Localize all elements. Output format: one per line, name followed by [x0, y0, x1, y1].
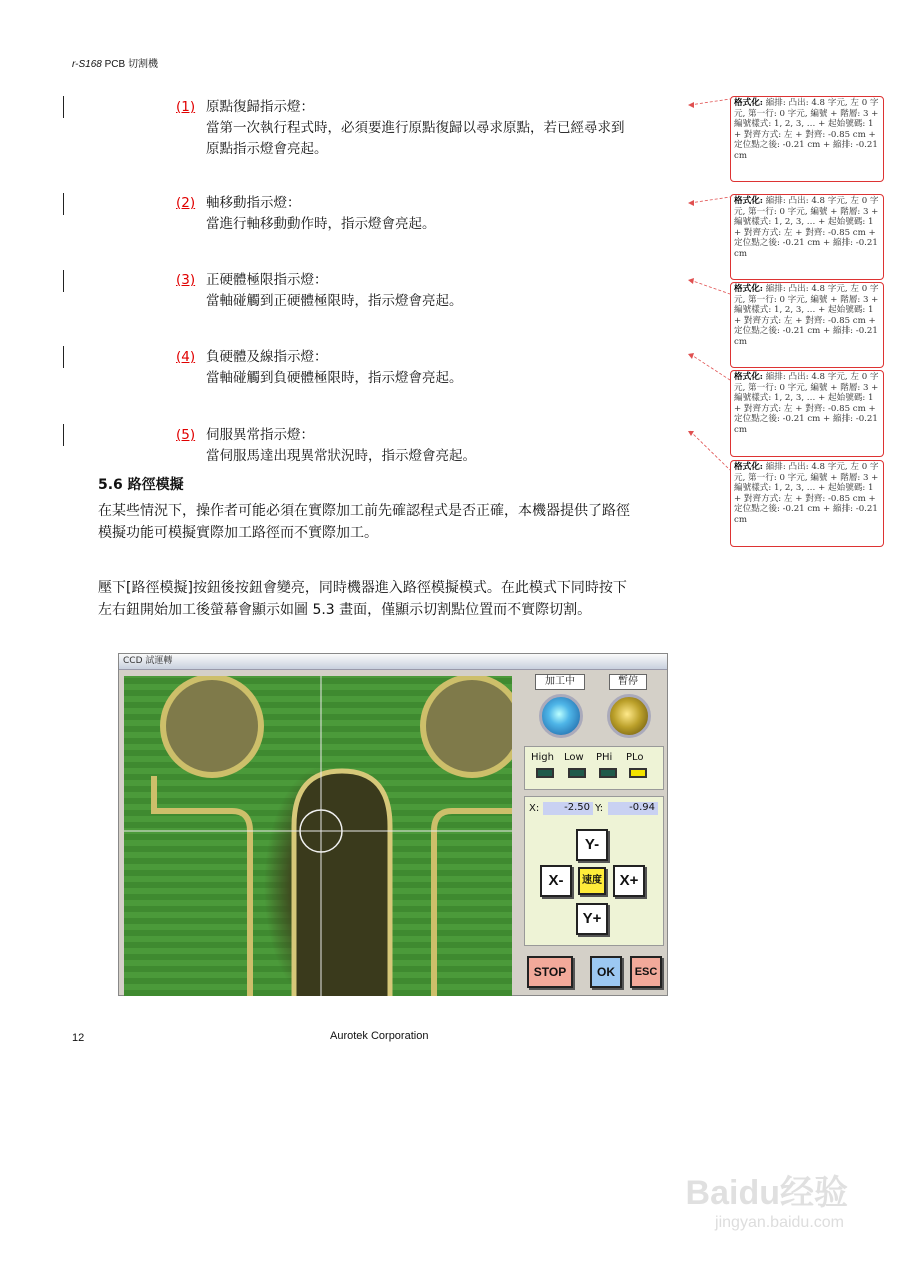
watermark-url: jingyan.baidu.com: [715, 1214, 844, 1231]
led-phi: [599, 768, 617, 778]
x-position-field: -2.50: [543, 802, 593, 815]
pause-lamp: [607, 694, 651, 738]
format-comment: [730, 370, 884, 457]
y-minus-button[interactable]: Y-: [576, 829, 608, 861]
led-label-plo: PLo: [626, 752, 644, 763]
item-line: 當軸碰觸到負硬體極限時，指示燈會亮起。: [206, 370, 463, 386]
section-heading: 5.6 路徑模擬: [98, 477, 184, 493]
led-low: [568, 768, 586, 778]
lamp-label-processing: 加工中: [535, 674, 585, 690]
comment-text: 縮排: 凸出: 4.8 字元, 左 0 字元, 第一行: 0 字元, 編號 + 階層: 3 + 編號樣式: 1, 2, 3, … + 起始號碼: 1 + 對齊方式: 左 + 對齊: -0.85 cm + 定位點之後: -0.21 cm + 縮排: -0.21 cm: [734, 284, 879, 347]
item-title: 軸移動指示燈：: [206, 195, 301, 211]
format-comment: [730, 96, 884, 182]
comment-label: 格式化:: [734, 372, 763, 382]
jog-panel: [524, 796, 664, 946]
ccd-window: [118, 653, 668, 996]
camera-view: [124, 676, 512, 996]
comment-label: 格式化:: [734, 284, 763, 294]
x-plus-button[interactable]: X+: [613, 865, 645, 897]
page-number: 12: [72, 1032, 85, 1044]
format-comment: [730, 460, 884, 547]
speed-button[interactable]: 速度: [578, 867, 606, 895]
led-high: [536, 768, 554, 778]
comment-text: 縮排: 凸出: 4.8 字元, 左 0 字元, 第一行: 0 字元, 編號 + 階層: 3 + 編號樣式: 1, 2, 3, … + 起始號碼: 1 + 對齊方式: 左 + 對齊: -0.85 cm + 定位點之後: -0.21 cm + 縮排: -0.21 cm: [734, 98, 879, 161]
paragraph: [98, 500, 698, 544]
format-comment: [730, 194, 884, 280]
comment-text: 縮排: 凸出: 4.8 字元, 左 0 字元, 第一行: 0 字元, 編號 + 階層: 3 + 編號樣式: 1, 2, 3, … + 起始號碼: 1 + 對齊方式: 左 + 對齊: -0.85 cm + 定位點之後: -0.21 cm + 縮排: -0.21 cm: [734, 462, 879, 525]
x-label: X:: [529, 803, 540, 814]
led-label-phi: PHi: [596, 752, 613, 763]
watermark-logo: Baidu经验: [685, 1174, 848, 1212]
led-panel: [524, 746, 664, 790]
processing-lamp: [539, 694, 583, 738]
led-label-high: High: [531, 752, 554, 763]
led-plo: [629, 768, 647, 778]
window-title: CCD 試運轉: [119, 654, 667, 670]
x-minus-button[interactable]: X-: [540, 865, 572, 897]
item-number: (4): [176, 349, 196, 365]
paragraph-line: 左右鈕開始加工後螢幕會顯示如圖 5.3 畫面，僅顯示切割點位置而不實際切割。: [98, 602, 592, 618]
footer-company: Aurotek Corporation: [330, 1030, 429, 1042]
y-plus-button[interactable]: Y+: [576, 903, 608, 935]
item-title: 伺服異常指示燈：: [206, 427, 314, 443]
header-title: PCB 切割機: [101, 59, 158, 70]
ok-button[interactable]: OK: [590, 956, 622, 988]
paragraph-line: 模擬功能可模擬實際加工路徑而不實際加工。: [98, 525, 378, 541]
comment-text: 縮排: 凸出: 4.8 字元, 左 0 字元, 第一行: 0 字元, 編號 + 階層: 3 + 編號樣式: 1, 2, 3, … + 起始號碼: 1 + 對齊方式: 左 + 對齊: -0.85 cm + 定位點之後: -0.21 cm + 縮排: -0.21 cm: [734, 196, 879, 259]
format-comment: [730, 282, 884, 368]
item-title: 原點復歸指示燈：: [206, 99, 314, 115]
item-number: (3): [176, 272, 196, 288]
item-title: 正硬體極限指示燈：: [206, 272, 328, 288]
esc-button[interactable]: ESC: [630, 956, 662, 988]
stop-button[interactable]: STOP: [527, 956, 573, 988]
item-line: 當第一次執行程式時，必須要進行原點復歸以尋求原點，若已經尋求到: [206, 120, 625, 136]
item-line: 當軸碰觸到正硬體極限時，指示燈會亮起。: [206, 293, 463, 309]
item-number: (5): [176, 427, 196, 443]
comment-label: 格式化:: [734, 98, 763, 108]
y-label: Y:: [595, 803, 604, 814]
item-line: 當伺服馬達出現異常狀況時，指示燈會亮起。: [206, 448, 476, 464]
comment-text: 縮排: 凸出: 4.8 字元, 左 0 字元, 第一行: 0 字元, 編號 + 階層: 3 + 編號樣式: 1, 2, 3, … + 起始號碼: 1 + 對齊方式: 左 + 對齊: -0.85 cm + 定位點之後: -0.21 cm + 縮排: -0.21 cm: [734, 372, 879, 435]
item-line: 原點指示燈會亮起。: [206, 141, 328, 157]
item-number: (2): [176, 195, 196, 211]
paragraph-line: 在某些情況下，操作者可能必須在實際加工前先確認程式是否正確，本機器提供了路徑: [98, 503, 630, 519]
led-label-low: Low: [564, 752, 584, 763]
paragraph-line: 壓下[路徑模擬]按鈕後按鈕會變亮，同時機器進入路徑模擬模式。在此模式下同時按下: [98, 580, 627, 596]
item-line: 當進行軸移動動作時，指示燈會亮起。: [206, 216, 436, 232]
model-name: r-S168: [72, 59, 102, 70]
pcb-image: [124, 676, 512, 996]
comment-label: 格式化:: [734, 196, 763, 206]
y-position-field: -0.94: [608, 802, 658, 815]
comment-label: 格式化:: [734, 462, 763, 472]
item-number: (1): [176, 99, 196, 115]
paragraph: [98, 577, 698, 621]
lamp-label-pause: 暫停: [609, 674, 647, 690]
item-title: 負硬體及線指示燈：: [206, 349, 328, 365]
